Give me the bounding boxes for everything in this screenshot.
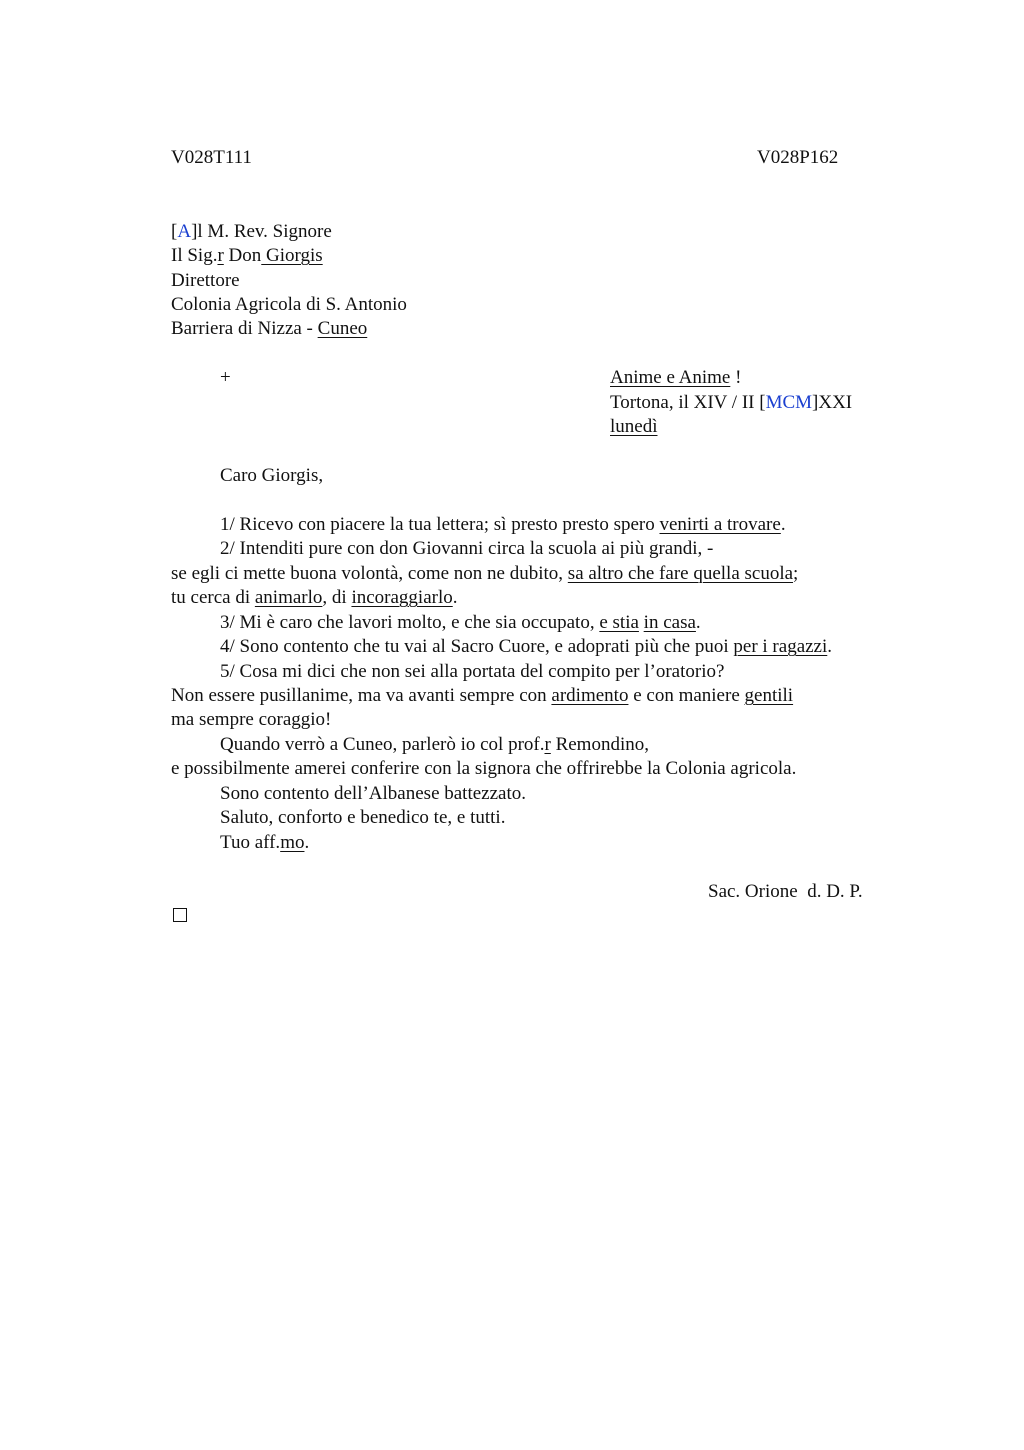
- date-line: Tortona, il XIV / II [MCM]XXI: [610, 392, 853, 413]
- address-line-4: Colonia Agricola di S. Antonio: [171, 294, 407, 315]
- paragraph-5-cont-2: ma sempre coraggio!: [171, 709, 332, 730]
- greeting: Caro Giorgis,: [220, 465, 324, 486]
- paragraph-2: 2/ Intenditi pure con don Giovanni circa la scuola ai più grandi, -: [220, 538, 714, 559]
- paragraph-1: 1/ Ricevo con piacere la tua lettera; sì presto presto spero venirti a trovare.: [220, 514, 786, 535]
- editorial-restoration: A: [177, 221, 192, 242]
- paragraph-3: 3/ Mi è caro che lavori molto, e che sia occupato, e stia in casa.: [220, 612, 701, 633]
- paragraph-5: 5/ Cosa mi dici che non sei alla portata del compito per l’oratorio?: [220, 661, 725, 682]
- motto: Anime e Anime !: [610, 367, 742, 388]
- cross-symbol: +: [220, 367, 231, 388]
- address-line-3: Direttore: [171, 270, 240, 291]
- paragraph-5-cont: Non essere pusillanime, ma va avanti sempre con ardimento e con maniere gentili: [171, 685, 794, 706]
- closing: Tuo aff.mo.: [220, 832, 310, 853]
- paragraph-7: Sono contento dell’Albanese battezzato.: [220, 783, 527, 804]
- document-code-right: V028P162: [757, 147, 839, 168]
- weekday: lunedì: [610, 416, 658, 437]
- end-marker-box: [173, 908, 187, 922]
- paragraph-8: Saluto, conforto e benedico te, e tutti.: [220, 807, 506, 828]
- editorial-restoration: MCM: [765, 392, 813, 413]
- paragraph-6-cont: e possibilmente amerei conferire con la signora che offrirebbe la Colonia agricola.: [171, 758, 797, 779]
- address-line-2: Il Sig.r Don Giorgis: [171, 245, 323, 266]
- paragraph-2-cont-2: tu cerca di animarlo, di incoraggiarlo.: [171, 587, 458, 608]
- address-line-1: [A]l M. Rev. Signore: [171, 221, 332, 242]
- document-code-left: V028T111: [171, 147, 252, 168]
- address-line-5: Barriera di Nizza - Cuneo: [171, 318, 368, 339]
- paragraph-6: Quando verrò a Cuneo, parlerò io col prof.r Remondino,: [220, 734, 649, 755]
- paragraph-4: 4/ Sono contento che tu vai al Sacro Cuore, e adoprati più che puoi per i ragazzi.: [220, 636, 833, 657]
- paragraph-2-cont: se egli ci mette buona volontà, come non ne dubito, sa altro che fare quella scuola;: [171, 563, 799, 584]
- signature: Sac. Orione d. D. P.: [708, 881, 863, 902]
